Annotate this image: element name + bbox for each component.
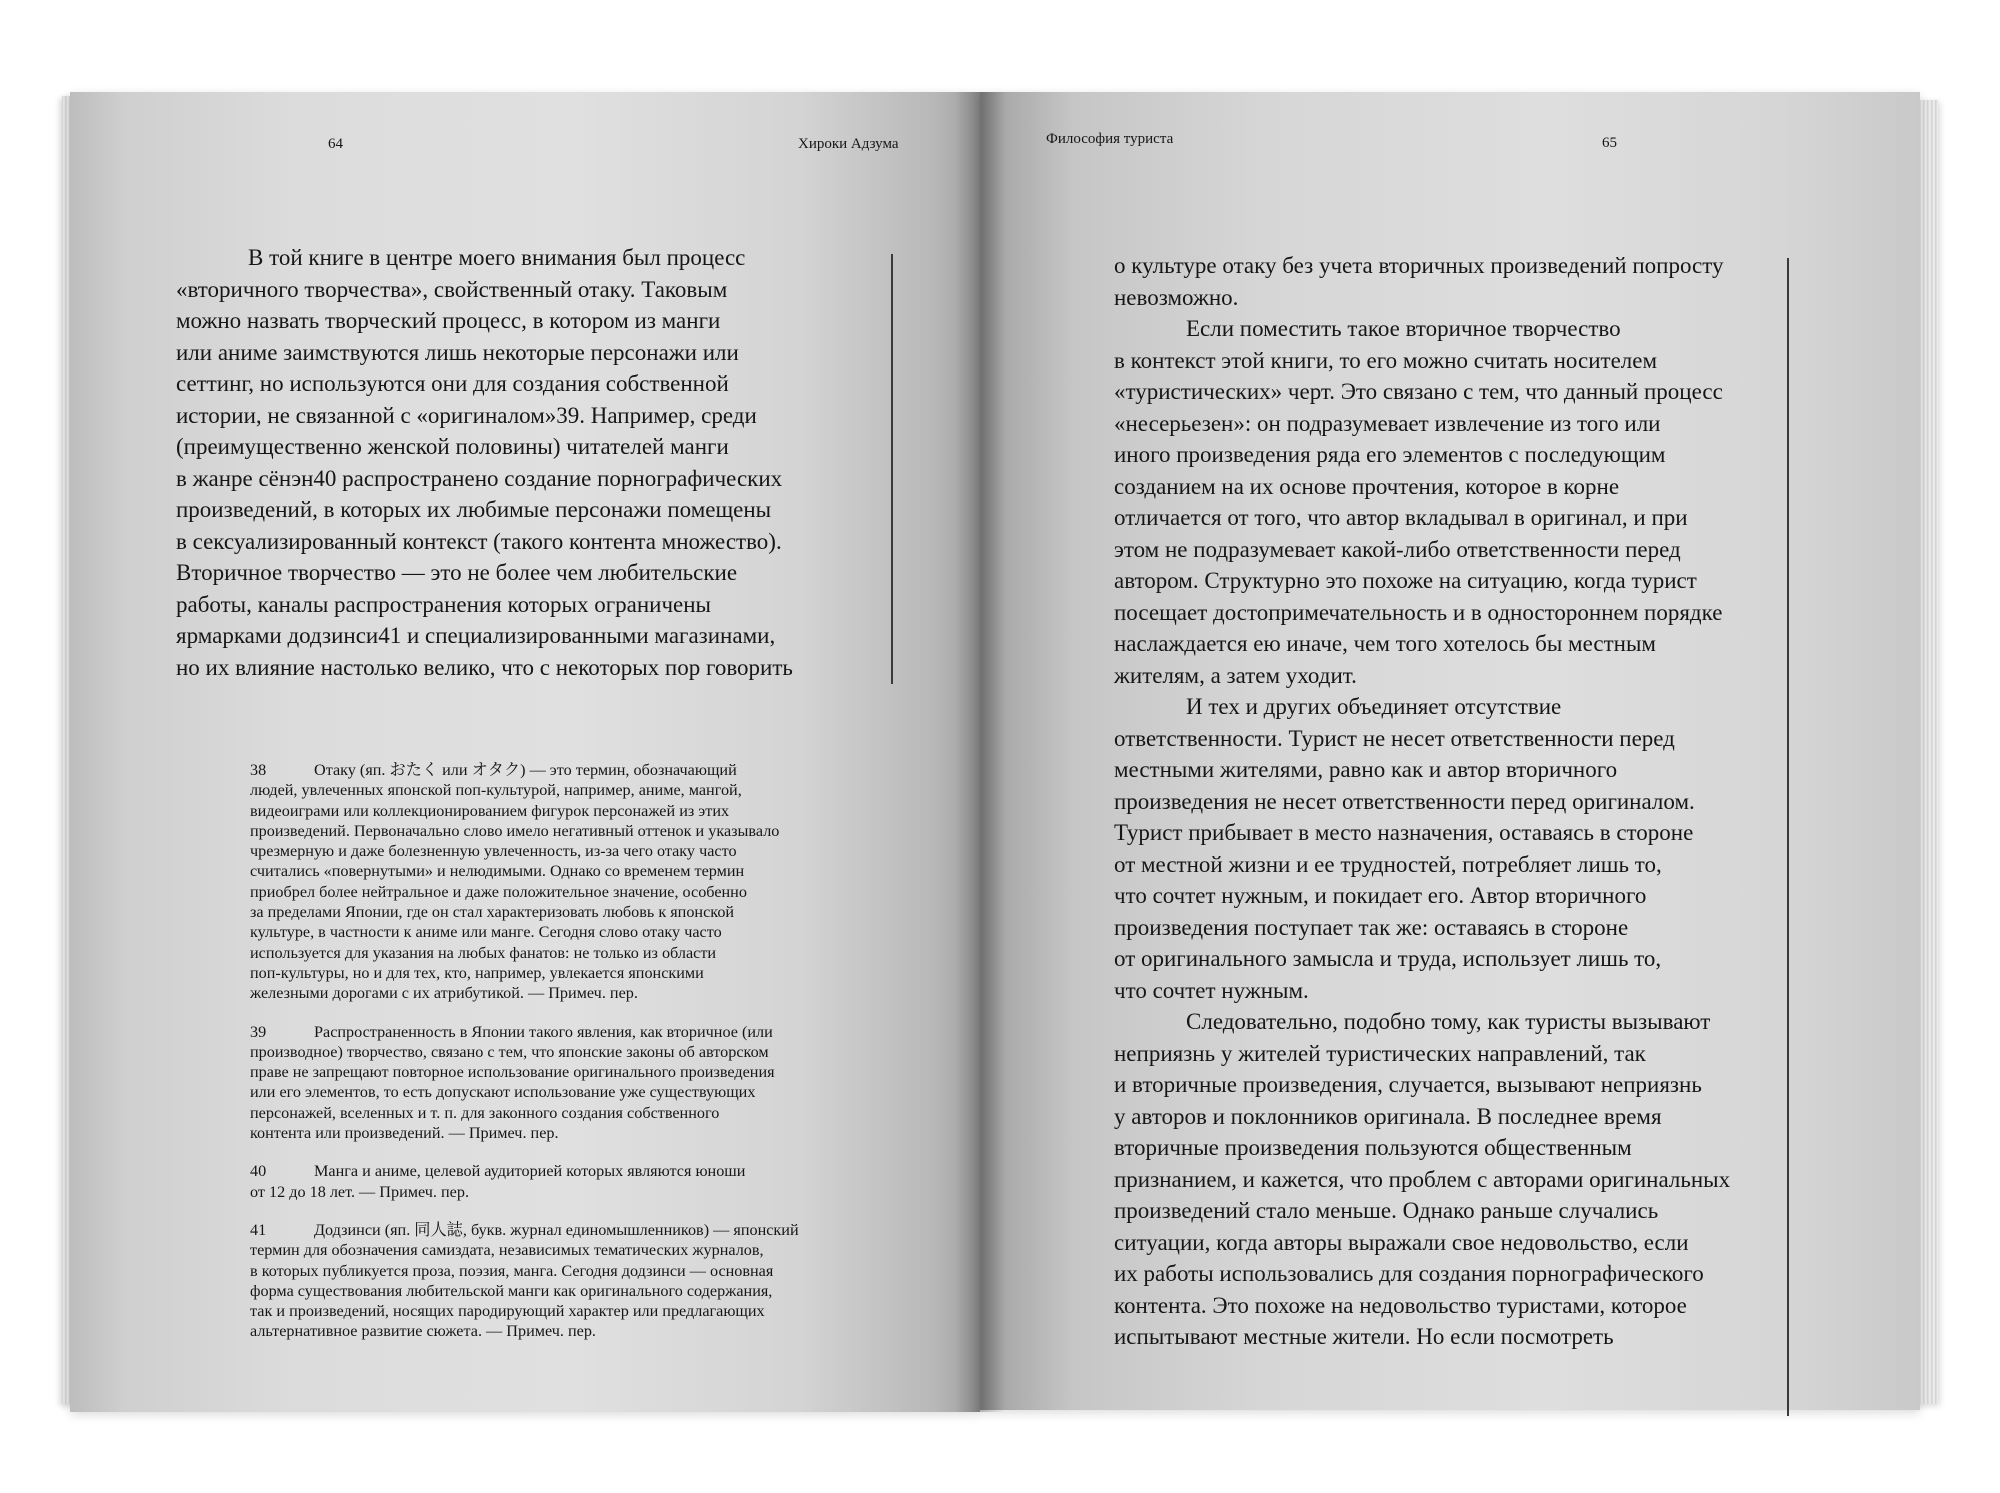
body-line: признанием, и кажется, что проблем с авторами оригинальных (1114, 1166, 1731, 1192)
footnote-line: контента или произведений. — Примеч. пер. (250, 1124, 559, 1143)
body-line: произведений стало меньше. Однако раньше случались (1114, 1198, 1659, 1223)
body-line: Вторичное творчество — это не более чем любительские (176, 560, 738, 585)
footnote-line: чрезмерную и даже болезненную увлеченность, из-за чего отаку часто (250, 842, 737, 861)
footnote-line: Распространенность в Японии такого явления, как вторичное (или (314, 1022, 773, 1041)
body-line: Если поместить такое вторичное творчество (1186, 316, 1621, 341)
footnote-number: 38 (250, 761, 267, 779)
footnote-line: Отаку (яп. おたく или オタク) — это термин, обозначающий (314, 761, 737, 779)
body-line: ярмарками додзинси41 и специализированными магазинами, (176, 623, 776, 648)
right-running-head: Философия туриста (1046, 131, 1174, 147)
body-line: созданием на их основе прочтения, которое в корне (1114, 473, 1620, 499)
body-line: что сочтет нужным. (1114, 977, 1309, 1003)
body-line: (преимущественно женской половины) читателей манги (176, 434, 729, 459)
left-page-number: 64 (328, 136, 343, 152)
body-line: отличается от того, что автор вкладывал в оригинал, и при (1114, 505, 1688, 530)
body-line: что сочтет нужным, и покидает его. Автор вторичного (1114, 883, 1647, 908)
body-line: можно назвать творческий процесс, в котором из манги (176, 308, 721, 333)
body-line: неприязнь у жителей туристических направлений, так (1114, 1040, 1646, 1066)
body-line: испытывают местные жители. Но если посмотреть (1114, 1324, 1614, 1349)
footnote-line: праве не запрещают повторное использование оригинального произведения (250, 1063, 775, 1082)
body-line: но их влияние настолько велико, что с некоторых пор говорить (176, 654, 793, 680)
body-line: местными жителями, равно как и автор вторичного (1114, 757, 1618, 782)
footnote-line: альтернативное развитие сюжета. — Примеч. пер. (250, 1322, 596, 1341)
body-line: Следовательно, подобно тому, как туристы вызывают (1186, 1009, 1711, 1034)
footnote-line: культуре, в частности к аниме или манге. Сегодня слово отаку часто (250, 923, 722, 942)
footnote-number: 40 (250, 1162, 267, 1181)
body-line: в жанре сёнэн40 распространено создание порнографических (176, 465, 783, 491)
footnote-line: термин для обозначения самиздата, независимых тематических журналов, (250, 1241, 764, 1260)
footnote-line: используется для указания на любых фанатов: не только из области (250, 943, 717, 962)
body-line: истории, не связанной с «оригиналом»39. Например, среди (176, 402, 757, 428)
footnote-line: Манга и аниме, целевой аудиторией которых являются юноши (314, 1162, 746, 1181)
left-running-head: Хироки Адзума (798, 136, 899, 152)
footnote-number: 39 (250, 1022, 267, 1041)
body-line: в сексуализированный контекст (такого контента множество). (176, 528, 782, 554)
footnote-line: видеоиграми или коллекционированием фигурок персонажей из этих (250, 801, 730, 820)
body-line: от местной жизни и ее трудностей, потребляет лишь то, (1114, 851, 1662, 877)
body-line: от оригинального замысла и труда, использует лишь то, (1114, 946, 1662, 971)
footnote (250, 1161, 799, 1202)
body-line: в контекст этой книги, то его можно считать носителем (1114, 347, 1658, 373)
body-line: посещает достопримечательность и в одностороннем порядке (1114, 599, 1723, 625)
body-line: И тех и других объединяет отсутствие (1186, 694, 1562, 719)
left-page (70, 92, 980, 1412)
body-line: контента. Это похоже на недовольство туристами, которое (1114, 1292, 1687, 1318)
footnote-line: производное) творчество, связано с тем, что японские законы об авторском (250, 1042, 769, 1061)
footnote-line: поп-культуры, но и для тех, кто, например, увлекается японскими (250, 963, 704, 982)
right-body-text (1114, 250, 1730, 1353)
body-line: В той книге в центре моего внимания был процесс (248, 245, 746, 270)
body-line: у авторов и поклонников оригинала. В последнее время (1114, 1103, 1662, 1129)
footnote-line: Додзинси (яп. 同人誌, букв. журнал единомышленников) — японский (314, 1220, 799, 1239)
body-line: произведения не несет ответственности перед оригиналом. (1114, 788, 1695, 814)
left-footnotes (250, 760, 799, 1360)
body-line: «несерьезен»: он подразумевает извлечение из того или (1114, 410, 1661, 436)
footnote-line: персонажей, вселенных и т. п. для законного создания собственного (250, 1103, 720, 1122)
footnote-line: или его элементов, то есть допускают использование уже существующих (250, 1083, 756, 1102)
right-margin-rule (1787, 258, 1789, 1416)
footnote (250, 760, 799, 1004)
footnote-number: 41 (250, 1220, 267, 1239)
footnote (250, 1022, 799, 1144)
footnote-line: форма существования любительской манги как оригинального содержания, (250, 1281, 773, 1300)
body-line: невозможно. (1114, 284, 1239, 310)
footnote-line: людей, увлеченных японской поп-культурой, например, аниме, мангой, (250, 781, 742, 800)
body-line: Турист прибывает в место назначения, оставаясь в стороне (1114, 820, 1694, 845)
footnote-line: приобрел более нейтральное и даже положительное значение, особенно (250, 882, 747, 901)
body-line: о культуре отаку без учета вторичных произведений попросту (1114, 253, 1724, 278)
body-line: «вторичного творчества», свойственный отаку. Таковым (176, 276, 728, 302)
body-line: ситуации, когда авторы выражали свое недовольство, если (1114, 1229, 1689, 1255)
body-line: автором. Структурно это похоже на ситуацию, когда турист (1114, 568, 1697, 593)
footnote-line: считались «повернутыми» и нелюдимыми. Однако со временем термин (250, 862, 745, 881)
body-line: наслаждается ею иначе, чем того хотелось бы местным (1114, 631, 1656, 656)
footnote-line: так и произведений, носящих пародирующий характер или предлагающих (250, 1302, 765, 1321)
body-line: сеттинг, но используются они для создания собственной (176, 371, 729, 396)
body-line: этом не подразумевает какой-либо ответственности перед (1114, 536, 1681, 562)
body-line: жителям, а затем уходит. (1114, 662, 1357, 688)
body-line: произведений, в которых их любимые персонажи помещены (176, 497, 772, 522)
body-line: «туристических» черт. Это связано с тем, что данный процесс (1114, 379, 1723, 404)
footnote-line: от 12 до 18 лет. — Примеч. пер. (250, 1182, 469, 1201)
body-line: и вторичные произведения, случается, вызывают неприязнь (1114, 1072, 1702, 1097)
book-gutter (955, 92, 1005, 1412)
left-body-text (176, 242, 793, 683)
body-line: вторичные произведения пользуются общественным (1114, 1135, 1632, 1160)
body-line: иного произведения ряда его элементов с последующим (1114, 442, 1666, 467)
footnote-line: железными дорогами с их атрибутикой. — Примеч. пер. (250, 984, 638, 1003)
footnote (250, 1220, 799, 1342)
footnote-line: в которых публикуется проза, поэзия, манга. Сегодня додзинси — основная (250, 1261, 774, 1280)
body-line: их работы использовались для создания порнографического (1114, 1261, 1704, 1286)
right-page (980, 92, 1920, 1410)
footnote-line: произведений. Первоначально слово имело негативный оттенок и указывало (250, 821, 780, 840)
right-page-number: 65 (1602, 135, 1617, 151)
body-line: работы, каналы распространения которых ограничены (176, 591, 712, 617)
body-line: ответственности. Турист не несет ответственности перед (1114, 725, 1675, 751)
body-line: или аниме заимствуются лишь некоторые персонажи или (176, 339, 739, 365)
body-line: произведения поступает так же: оставаясь в стороне (1114, 914, 1629, 940)
left-margin-rule (891, 254, 893, 684)
footnote-line: за пределами Японии, где он стал характеризовать любовь к японской (250, 903, 735, 922)
